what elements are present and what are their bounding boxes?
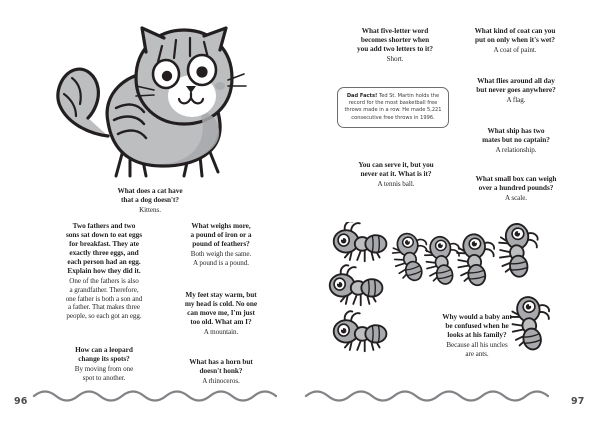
riddle-answer: A mountain. bbox=[203, 328, 239, 336]
riddle-answer: A relationship. bbox=[495, 146, 537, 154]
wave-divider bbox=[0, 385, 600, 425]
cat-illustration bbox=[50, 16, 260, 188]
riddle-coat-of-paint bbox=[448, 26, 582, 55]
riddle-question: What has a horn but doesn't honk? bbox=[189, 357, 253, 375]
riddle-question: What small box can weigh over a hundred pounds? bbox=[475, 174, 557, 192]
riddle-answer: Both weigh the same. A pound is a pound. bbox=[190, 250, 252, 267]
riddle-answer: One of the fathers is also a grandfather. Therefore, one father is both a son and a father. That makes three people, so each got an egg. bbox=[65, 277, 143, 321]
riddle-question: How can a leopard change its spots? bbox=[75, 345, 133, 363]
riddle-question: Why would a baby ant be confused when he looks at his family? bbox=[442, 312, 512, 339]
riddle-answer: A rhinoceros. bbox=[202, 377, 240, 385]
riddle-question: You can serve it, but you never eat it. What is it? bbox=[358, 160, 434, 178]
riddle-question: What ship has two mates but no captain? bbox=[482, 126, 550, 144]
folio-left: 96 bbox=[14, 396, 28, 407]
folio-right: 97 bbox=[571, 396, 585, 407]
riddle-baby-ant bbox=[419, 312, 535, 359]
riddle-horn bbox=[160, 357, 282, 386]
riddle-question: What does a cat have that a dog doesn't? bbox=[117, 186, 183, 204]
riddle-cat bbox=[60, 186, 240, 215]
riddle-answer: A scale. bbox=[504, 194, 528, 202]
dad-facts-label: Dad Facts! bbox=[346, 93, 378, 99]
riddle-scale bbox=[448, 174, 584, 203]
riddle-relationship bbox=[452, 126, 580, 155]
riddle-question: My feet stay warm, but my head is cold. No one can move me, I'm just too old. What am I? bbox=[184, 290, 258, 326]
riddle-five-letter-word bbox=[336, 26, 454, 64]
riddle-question: What flies around all day but never goes anywhere? bbox=[476, 76, 556, 94]
riddle-answer: Kittens. bbox=[139, 206, 161, 214]
riddle-tennis-ball bbox=[334, 160, 458, 189]
riddle-answer: Short. bbox=[386, 55, 404, 63]
riddle-leopard bbox=[42, 345, 166, 383]
dad-facts-box bbox=[337, 87, 449, 128]
riddle-flag bbox=[450, 76, 582, 105]
riddle-answer: Because all his uncles are ants. bbox=[446, 341, 508, 358]
riddle-question: Two fathers and two sons sat down to eat eggs for breakfast. They ate exactly three eggs, and each person had an egg. Explain how they did it. bbox=[66, 221, 142, 275]
riddle-question: What five-letter word becomes shorter when you add two letters to it? bbox=[357, 26, 433, 53]
riddle-answer: By moving from one spot to another. bbox=[74, 365, 134, 382]
riddle-answer: A tennis ball. bbox=[377, 180, 415, 188]
riddle-question: What weighs more, a pound of iron or a pound of feathers? bbox=[190, 221, 252, 248]
riddle-answer: A coat of paint. bbox=[493, 46, 537, 54]
dad-facts-text: Ted St. Martin holds the record for the most basketball free throws made in a row. He made 5,221 consecutive free throws in 1996. bbox=[344, 93, 442, 121]
page-footer bbox=[0, 385, 600, 425]
riddle-two-fathers bbox=[42, 221, 166, 321]
riddle-pound-iron bbox=[160, 221, 282, 268]
riddle-question: What kind of coat can you put on only when it's wet? bbox=[474, 26, 556, 44]
riddle-mountain bbox=[158, 290, 284, 337]
riddle-answer: A flag. bbox=[506, 96, 526, 104]
